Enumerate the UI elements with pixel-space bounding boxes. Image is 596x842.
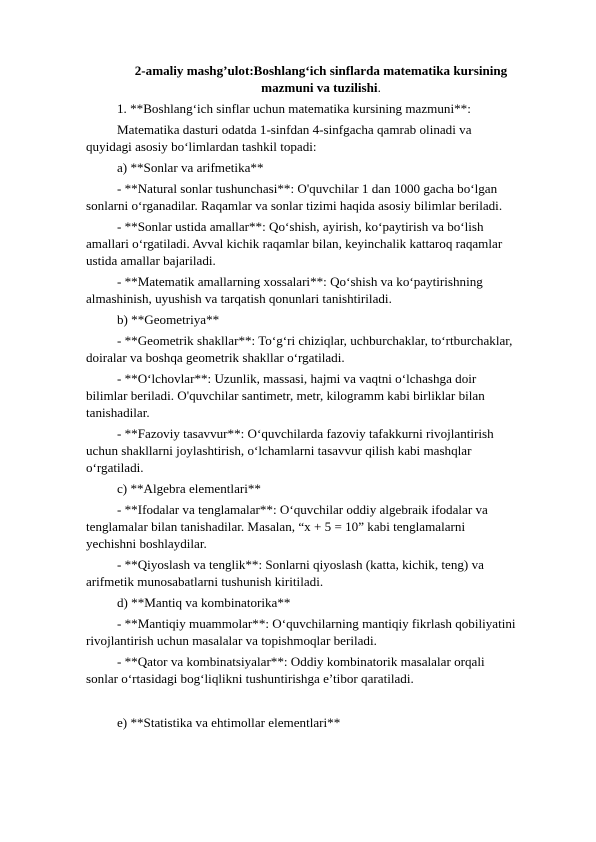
title-text: 2-amaliy mashg’ulot:Boshlang‘ich sinflarda matematika kursining mazmuni va tuzilishi	[134, 63, 508, 95]
section-heading: a) **Sonlar va arifmetika**	[117, 160, 264, 175]
section-heading: c) **Algebra elementlari**	[117, 481, 261, 496]
paragraph: - **Natural sonlar tushunchasi**: O'quvchilar 1 dan 1000 gacha bo‘lgan sonlarni o‘rganadilar. Raqamlar va sonlar tizimi haqida asosiy bilimlar beriladi.	[86, 181, 503, 213]
paragraph: - **Qator va kombinatsiyalar**: Oddiy kombinatorik masalalar orqali sonlar o‘rtasidagi bog‘liqlikni tushuntirishga e’tibor qaratiladi.	[86, 654, 485, 686]
paragraph: 1. **Boshlang‘ich sinflar uchun matematika kursining mazmuni**:	[117, 101, 471, 116]
section-heading: b) **Geometriya**	[117, 312, 220, 327]
paragraph: - **Qiyoslash va tenglik**: Sonlarni qiyoslash (katta, kichik, teng) va arifmetik munosabatlarni tushunish kiritiladi.	[86, 557, 484, 589]
section-heading: e) **Statistika va ehtimollar elementlari**	[117, 715, 341, 730]
paragraph: - **Ifodalar va tenglamalar**: O‘quvchilar oddiy algebraik ifodalar va tenglamalar bilan tanishadilar. Masalan, “x + 5 = 10” kabi tenglamalarni yechishni boshlaydilar.	[86, 502, 488, 551]
paragraph: - **Matematik amallarning xossalari**: Qo‘shish va ko‘paytirishning almashinish, uyushish va tarqatish qonunlari tanishtiriladi.	[86, 274, 483, 306]
paragraph: - **Sonlar ustida amallar**: Qo‘shish, ayirish, ko‘paytirish va bo‘lish amallari o‘rgatiladi. Avval kichik raqamlar bilan, keyinchalik kattaroq raqamlar ustida amallar bajariladi.	[86, 219, 503, 268]
paragraph: - **Geometrik shakllar**: To‘g‘ri chiziqlar, uchburchaklar, to‘rtburchaklar, doiralar va boshqa geometrik shakllar o‘rgatiladi.	[86, 333, 513, 365]
page-title	[126, 62, 516, 96]
title-period: .	[377, 80, 381, 95]
paragraph: - **O‘lchovlar**: Uzunlik, massasi, hajmi va vaqtni o‘lchashga doir bilimlar beriladi. O'quvchilar santimetr, metr, kilogramm kabi birliklar bilan tanishadilar.	[86, 371, 485, 420]
paragraph: Matematika dasturi odatda 1-sinfdan 4-sinfgacha qamrab olinadi va quyidagi asosiy bo‘limlardan tashkil topadi:	[86, 122, 472, 154]
document-body	[86, 62, 516, 731]
paragraph: - **Fazoviy tasavvur**: O‘quvchilarda fazoviy tafakkurni rivojlantirish uchun shakllarni joylashtirish, o‘lchamlarni tasavvur qilish kabi mashqlar o‘rgatiladi.	[86, 426, 494, 475]
paragraph: - **Mantiqiy muammolar**: O‘quvchilarning mantiqiy fikrlash qobiliyatini rivojlantirish uchun masalalar va topishmoqlar beriladi.	[86, 616, 516, 648]
section-heading: d) **Mantiq va kombinatorika**	[117, 595, 291, 610]
